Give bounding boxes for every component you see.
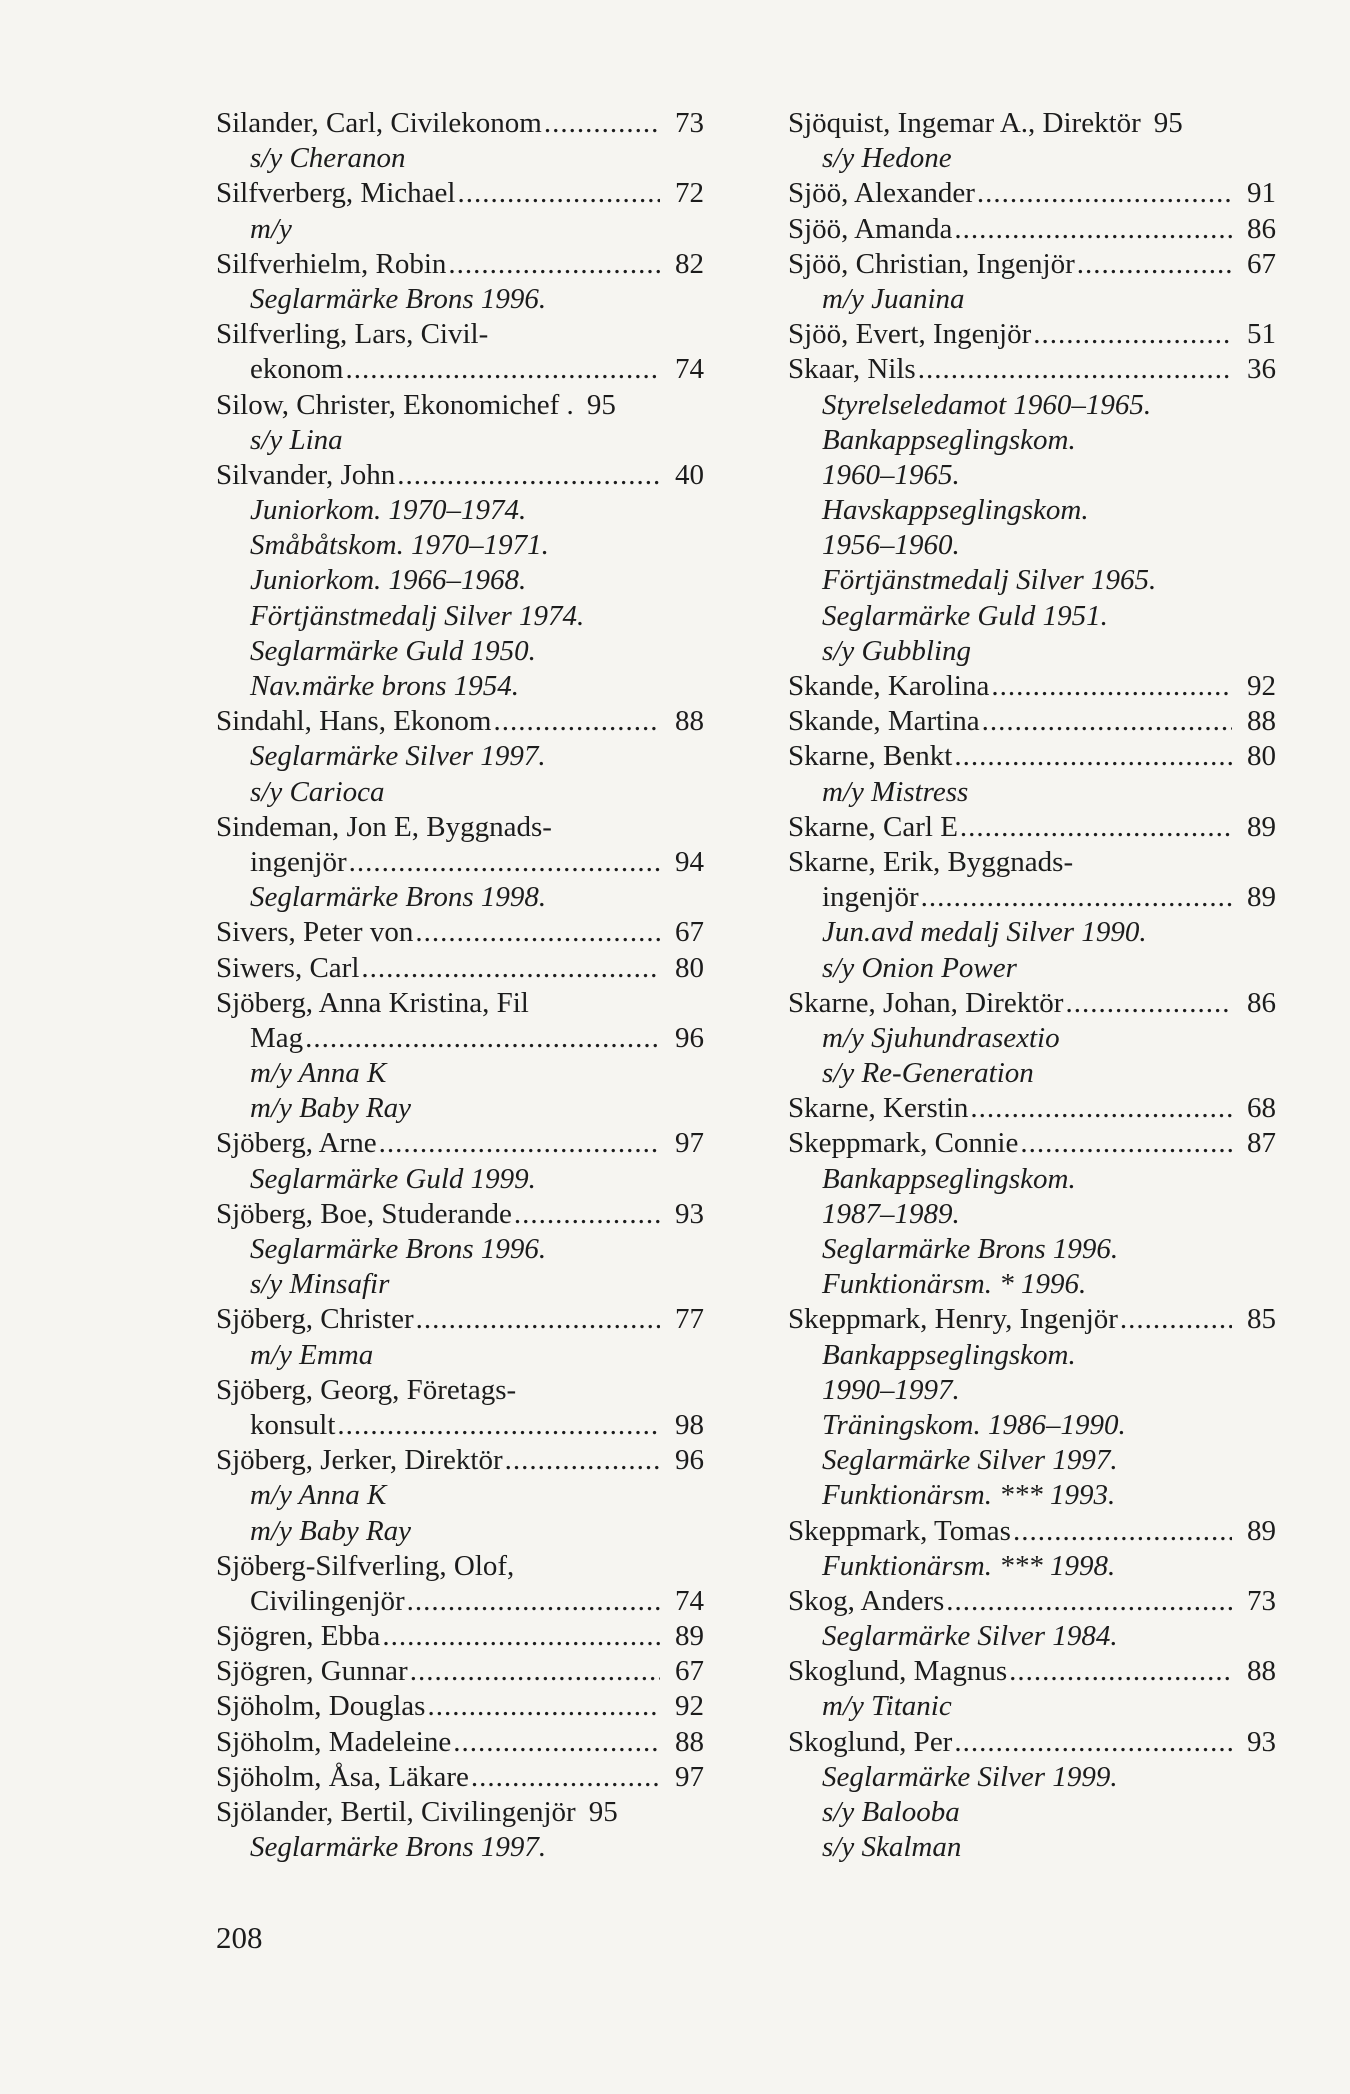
entry-text: Skog, Anders [788,1584,945,1617]
index-entry [216,106,704,141]
index-subline [216,423,704,458]
index-subline [788,1338,1276,1373]
index-entry [788,106,1276,141]
index-entry-continuation [216,1021,704,1056]
entry-text: Sjöberg, Anna Kristina, Fil [216,986,529,1019]
entry-text: m/y Juanina [822,282,965,315]
index-entry [788,317,1276,352]
entry-page-number: 36 [1247,353,1276,386]
index-subline [788,458,1276,493]
index-entry [788,176,1276,211]
dot-leader [361,951,660,986]
entry-page-number: 86 [1247,986,1276,1019]
entry-text: Funktionärsm. *** 1998. [822,1549,1116,1582]
dot-leader [1077,247,1232,282]
dot-leader [448,247,660,282]
index-subline [788,1830,1276,1865]
entry-page-number: 89 [675,1620,704,1653]
entry-page-number: 67 [675,1655,704,1688]
entry-text: Skarne, Benkt [788,740,953,773]
dot-leader [514,1197,660,1232]
dot-leader [471,1760,660,1795]
index-subline [788,1549,1276,1584]
index-subline [788,1760,1276,1795]
index-subline [216,1830,704,1865]
entry-text: Seglarmärke Brons 1997. [250,1831,547,1864]
index-subline [216,1478,704,1513]
dot-leader [544,106,660,141]
entry-text: Sjöberg, Boe, Studerande [216,1197,512,1230]
index-subline [788,528,1276,563]
entry-text: Jun.avd medalj Silver 1990. [822,916,1147,949]
entry-text: ekonom [250,353,344,386]
entry-text: s/y Re-Generation [822,1057,1034,1090]
index-subline [216,528,704,563]
entry-text: m/y Baby Ray [250,1514,412,1547]
index-entry [788,352,1276,387]
entry-page-number: 87 [1247,1127,1276,1160]
index-subline [788,563,1276,598]
index-subline [216,880,704,915]
dot-leader [1009,1654,1232,1689]
dot-leader [982,704,1232,739]
entry-page-number: 97 [675,1127,704,1160]
index-entry [216,176,704,211]
entry-text: s/y Onion Power [822,951,1017,984]
index-entry-head [216,1373,704,1408]
entry-text: Sjöholm, Douglas [216,1690,426,1723]
entry-page-number: 73 [1247,1584,1276,1617]
entry-text: Sjöquist, Ingemar A., Direktör [788,107,1141,139]
dot-leader [1020,1126,1232,1161]
entry-page-number: 74 [675,353,704,386]
entry-text: Seglarmärke Brons 1998. [250,881,547,914]
entry-text: konsult [250,1408,336,1441]
entry-text: Funktionärsm. * 1996. [822,1268,1087,1301]
entry-text: Sjölander, Bertil, Civilingenjör [216,1796,576,1828]
entry-page-number: 94 [675,845,704,878]
index-subline [788,634,1276,669]
dot-leader [494,704,661,739]
entry-text: s/y Cheranon [250,142,406,175]
entry-text: Sjöberg, Arne [216,1127,377,1160]
dot-leader [954,739,1232,774]
index-subline [788,1021,1276,1056]
entry-text: Seglarmärke Guld 1999. [250,1162,536,1195]
entry-text: m/y Anna K [250,1057,387,1090]
index-entry-continuation [216,1584,704,1619]
entry-text: Funktionärsm. *** 1993. [822,1479,1116,1512]
entry-text: s/y Carioca [250,775,385,808]
index-subline [788,423,1276,458]
entry-text: Skaar, Nils [788,353,916,386]
entry-page-number: 96 [675,1021,704,1054]
index-subline [216,739,704,774]
dot-leader [416,1302,660,1337]
entry-page-number: 67 [1247,247,1276,280]
entry-text: Seglarmärke Silver 1999. [822,1760,1118,1793]
entry-page-number: 89 [1247,810,1276,843]
entry-text: Seglarmärke Silver 1997. [822,1444,1118,1477]
dot-leader [960,810,1232,845]
entry-page-number: 91 [1247,177,1276,210]
entry-text: Mag [250,1021,304,1054]
index-subline [788,1689,1276,1724]
index-subline [788,1162,1276,1197]
entry-text: Siwers, Carl [216,951,360,984]
entry-text: Sjöholm, Madeleine [216,1725,452,1758]
entry-text: m/y Baby Ray [250,1092,412,1125]
entry-page-number: 68 [1247,1092,1276,1125]
index-subline [788,493,1276,528]
entry-text: Silfverberg, Michael [216,177,456,210]
entry-page-number: 88 [1247,705,1276,738]
index-subline [788,1795,1276,1830]
entry-text: m/y Sjuhundrasextio [822,1021,1060,1054]
dot-leader [407,1584,660,1619]
dot-leader [345,352,660,387]
entry-text: 1987–1989. [822,1197,960,1230]
index-subline [216,1091,704,1126]
index-subline [216,212,704,247]
index-subline [216,634,704,669]
index-entry [216,1126,704,1161]
index-entry [216,1760,704,1795]
index-entry [216,1654,704,1689]
dot-leader [505,1443,660,1478]
dot-leader [946,1584,1232,1619]
index-entry [788,247,1276,282]
index-entry-continuation [216,1408,704,1443]
dot-leader [349,845,660,880]
dot-leader [1120,1302,1232,1337]
entry-text: Bankappseglingskom. [822,1162,1076,1195]
entry-text: Juniorkom. 1966–1968. [250,564,527,597]
entry-text: Bankappseglingskom. [822,423,1076,456]
dot-leader [918,352,1232,387]
dot-leader [305,1021,660,1056]
index-subline [788,775,1276,810]
entry-text: 1960–1965. [822,458,960,491]
index-entry-continuation [216,845,704,880]
entry-page-number: 88 [675,705,704,738]
entry-page-number: 73 [675,107,704,139]
entry-page-number: 95 [586,388,616,421]
page-number: 208 [216,1920,263,1955]
index-entry [788,669,1276,704]
entry-page-number: 40 [675,458,704,491]
index-entry [788,1126,1276,1161]
entry-text: Seglarmärke Silver 1984. [822,1620,1118,1653]
index-entry [788,1654,1276,1689]
entry-text: Seglarmärke Brons 1996. [250,282,547,315]
entry-text: s/y Gubbling [822,634,972,667]
index-entry [216,247,704,282]
dot-leader [453,1725,660,1760]
index-entry [216,1725,704,1760]
entry-text: m/y Emma [250,1338,374,1371]
index-subline [216,1056,704,1091]
index-entry [216,1197,704,1232]
entry-text: Sjögren, Ebba [216,1620,381,1653]
entry-text: Sjöberg, Christer [216,1303,414,1336]
left-column [216,106,704,1865]
entry-text: Skande, Martina [788,705,980,738]
entry-text: m/y Mistress [822,775,969,808]
index-subline [216,1232,704,1267]
index-entry [216,704,704,739]
index-entry [216,1443,704,1478]
index-entry [788,986,1276,1021]
index-entry-head [216,317,704,352]
entry-text: Havskappseglingskom. [822,494,1089,527]
entry-text: Sjöö, Amanda [788,212,953,245]
entry-text: m/y Titanic [822,1690,952,1723]
entry-text: Civilingenjör [250,1584,405,1617]
entry-page-number: 80 [1247,740,1276,773]
index-subline [788,388,1276,423]
index-subline [788,1056,1276,1091]
entry-page-number: 72 [675,177,704,210]
entry-page-number: 77 [675,1303,704,1336]
entry-text: Bankappseglingskom. [822,1338,1076,1371]
index-subline [788,599,1276,634]
entry-text: Förtjänstmedalj Silver 1965. [822,564,1157,597]
index-subline [216,599,704,634]
entry-text: Silander, Carl, Civilekonom [216,107,542,139]
entry-text: ingenjör [250,845,347,878]
entry-text: Sjöberg-Silfverling, Olof, [216,1549,515,1582]
dot-leader [954,212,1232,247]
index-subline [216,493,704,528]
entry-text: s/y Balooba [822,1796,960,1828]
index-entry [216,388,704,423]
index-entry-continuation [788,880,1276,915]
entry-page-number: 89 [1247,881,1276,914]
dot-leader [427,1689,660,1724]
index-entry-continuation [216,352,704,387]
entry-page-number: 95 [588,1796,618,1828]
index-entry [788,1091,1276,1126]
entry-text: Skeppmark, Connie [788,1127,1019,1160]
dot-leader [382,1619,660,1654]
entry-text: s/y Lina [250,423,343,456]
entry-page-number: 98 [675,1408,704,1441]
index-subline [788,1373,1276,1408]
entry-text: Nav.märke brons 1954. [250,670,520,702]
entry-text: Sivers, Peter von [216,916,414,949]
entry-text: Seglarmärke Silver 1997. [250,740,546,773]
entry-text: Träningskom. 1986–1990. [822,1408,1126,1441]
index-subline [788,1443,1276,1478]
dot-leader [379,1126,660,1161]
entry-text: Skarne, Erik, Byggnads- [788,845,1074,878]
index-entry [788,704,1276,739]
index-entry [216,1795,704,1830]
index-entry [788,212,1276,247]
entry-page-number: 89 [1247,1514,1276,1547]
index-subline [216,1162,704,1197]
index-subline [788,1619,1276,1654]
index-entry [788,739,1276,774]
entry-text: Skarne, Kerstin [788,1092,969,1125]
entry-text: Sjöö, Alexander [788,177,975,210]
entry-text: Seglarmärke Guld 1951. [822,599,1108,632]
entry-text: Småbåtskom. 1970–1971. [250,529,549,562]
index-subline [788,282,1276,317]
entry-text: Sjöholm, Åsa, Läkare [216,1760,469,1793]
entry-text: ingenjör [822,881,919,914]
entry-page-number: 80 [675,951,704,984]
entry-text: Seglarmärke Guld 1950. [250,634,536,667]
entry-page-number: 93 [675,1197,704,1230]
index-entry [216,458,704,493]
index-entry [788,1514,1276,1549]
entry-text: Silow, Christer, Ekonomichef . [216,388,574,421]
entry-text: 1990–1997. [822,1373,960,1406]
entry-text: Skoglund, Per [788,1725,953,1758]
entry-page-number: 51 [1247,318,1276,351]
entry-text: Sjöö, Evert, Ingenjör [788,318,1032,351]
dot-leader [397,458,660,493]
entry-page-number: 88 [675,1725,704,1758]
entry-text: Sjöberg, Jerker, Direktör [216,1444,503,1477]
index-subline [216,141,704,176]
entry-text: Sjöberg, Georg, Företags- [216,1373,517,1406]
entry-text: s/y Skalman [822,1831,962,1864]
index-subline [788,141,1276,176]
dot-leader [921,880,1232,915]
entry-text: Styrelseledamot 1960–1965. [822,388,1152,421]
index-entry-head [216,986,704,1021]
index-subline [788,1197,1276,1232]
dot-leader [410,1654,660,1689]
entry-text: Seglarmärke Brons 1996. [250,1233,547,1265]
entry-page-number: 88 [1247,1655,1276,1688]
index-entry [788,1584,1276,1619]
dot-leader [415,915,660,950]
index-entry [216,1619,704,1654]
entry-text: Juniorkom. 1970–1974. [250,494,527,527]
entry-page-number: 93 [1247,1725,1276,1758]
entry-text: Seglarmärke Brons 1996. [822,1233,1119,1265]
index-subline [788,951,1276,986]
dot-leader [954,1725,1232,1760]
index-entry [216,1302,704,1337]
index-entry-head [216,1549,704,1584]
index-entry [216,951,704,986]
entry-text: Skarne, Johan, Direktör [788,986,1064,1019]
entry-text: m/y [250,212,292,245]
index-subline [216,563,704,598]
entry-page-number: 86 [1247,212,1276,245]
index-entry [788,810,1276,845]
entry-text: Sjögren, Gunnar [216,1655,408,1688]
dot-leader [457,176,660,211]
entry-text: 1956–1960. [822,529,960,562]
dot-leader [977,176,1232,211]
index-subline [788,1232,1276,1267]
dot-leader [1033,317,1232,352]
entry-text: Skeppmark, Tomas [788,1514,1011,1547]
index-entry-head [216,810,704,845]
entry-text: Skeppmark, Henry, Ingenjör [788,1303,1118,1336]
index-subline [216,775,704,810]
entry-page-number: 95 [1153,107,1183,139]
entry-text: s/y Minsafir [250,1268,390,1301]
index-entry [788,1725,1276,1760]
right-column [788,106,1276,1865]
entry-text: Förtjänstmedalj Silver 1974. [250,599,585,632]
index-subline [788,1267,1276,1302]
entry-text: m/y Anna K [250,1479,387,1512]
entry-text: Silfverhielm, Robin [216,247,447,280]
entry-page-number: 67 [675,916,704,949]
entry-page-number: 96 [675,1444,704,1477]
entry-page-number: 97 [675,1760,704,1793]
entry-text: Sindeman, Jon E, Byggnads- [216,810,552,843]
entry-text: Sjöö, Christian, Ingenjör [788,247,1075,280]
entry-text: Sindahl, Hans, Ekonom [216,705,492,738]
dot-leader [337,1408,660,1443]
entry-page-number: 85 [1247,1303,1276,1336]
index-entry [788,1302,1276,1337]
dot-leader [991,669,1232,704]
entry-text: s/y Hedone [822,142,952,175]
index-entry [216,1689,704,1724]
index-subline [788,1478,1276,1513]
index-subline [216,1267,704,1302]
dot-leader [970,1091,1232,1126]
dot-leader [1065,986,1232,1021]
entry-text: Skande, Karolina [788,670,990,702]
dot-leader [1013,1514,1232,1549]
entry-page-number: 82 [675,247,704,280]
index-subline [788,915,1276,950]
entry-page-number: 92 [1247,670,1276,702]
index-subline [788,1408,1276,1443]
index-subline [216,1338,704,1373]
entry-text: Silvander, John [216,458,396,491]
index-subline [216,282,704,317]
entry-text: Skarne, Carl E [788,810,958,843]
index-subline [216,1514,704,1549]
entry-text: Silfverling, Lars, Civil- [216,318,489,351]
entry-text: Skoglund, Magnus [788,1655,1008,1688]
index-entry [216,915,704,950]
entry-page-number: 74 [675,1584,704,1617]
index-subline [216,669,704,704]
entry-page-number: 92 [675,1690,704,1723]
index-entry-head [788,845,1276,880]
